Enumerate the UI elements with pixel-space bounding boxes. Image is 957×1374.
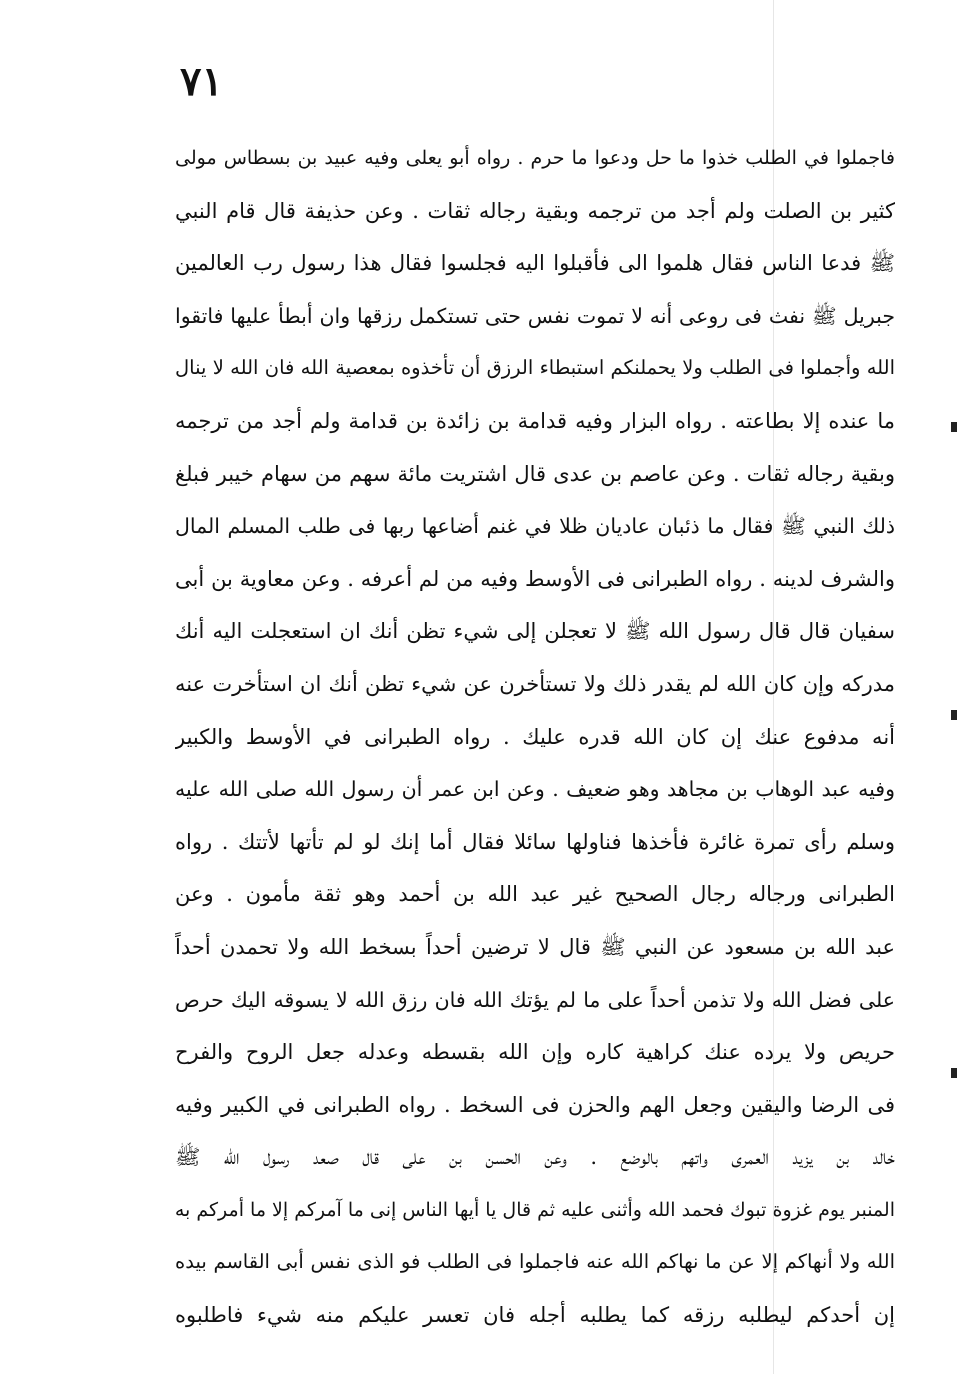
text-line: حريص ولا يرده عنك كراهية كاره وإن الله بقسطه وعدله جعل الروح والفرح [175, 1040, 895, 1065]
edge-mark [951, 422, 957, 432]
text-line: ﷺ فدعا الناس فقال هلموا الى فأقبلوا اليه فجلسوا فقال هذا رسول رب العالمين [175, 251, 895, 276]
text-line: عبد الله بن مسعود عن النبي ﷺ قال لا ترضين أحداً بسخط الله ولا تحمدن أحداً [175, 934, 895, 959]
text-line: خالد بن يزيد العمرى واتهم بالوضع . وعن الحسن بن على قال صعد رسول الله ﷺ [175, 1145, 895, 1170]
edge-mark [951, 1068, 957, 1078]
text-line: والشرف لدينه . رواه الطبرانى فى الأوسط وفيه من لم أعرفه . وعن معاوية بن أبى [175, 566, 895, 591]
text-line: المنبر يوم غزوة تبوك فحمد الله وأثنى عليه ثم قال يا أيها الناس إنى ما آمركم إلا ما أمركم به [175, 1198, 895, 1221]
text-line: الله وأجملوا فى الطلب ولا يحملنكم استبطاء الرزق أن تأخذوه بمعصية الله فان الله لا ينال [175, 356, 895, 380]
text-line: مدركه وإن كان الله لم يقدر ذلك ولا تستأخرن عن شيء تظن أنك ان استأخرت عنه [175, 671, 895, 696]
text-line: الطبرانى ورجاله رجال الصحيح غير عبد الله بن أحمد وهو ثقة مأمون . وعن [175, 882, 895, 907]
text-line: فى الرضا واليقين وجعل الهم والحزن فى السخط . رواه الطبرانى في الكبير وفيه [175, 1092, 895, 1117]
text-line: وفيه عبد الوهاب بن مجاهد وهو ضعيف . وعن ابن عمر أن رسول الله صلى الله عليه [175, 777, 895, 802]
edge-mark [951, 710, 957, 720]
text-line: ما عنده إلا بطاعته . رواه البزار وفيه قدامة بن زائدة بن قدامة ولم أجد من ترجمه [175, 408, 895, 433]
text-line: وبقية رجاله ثقات . وعن عاصم بن عدى قال اشتريت مائة سهم من سهام خيبر فبلغ [175, 461, 895, 486]
text-line: وسلم رأى تمرة غائرة فأخذها فناولها سائلا فقال أما إنك لو لم تأتها لأتتك . رواه [175, 829, 895, 854]
text-line: جبريل ﷺ نفث فى روعى أنه لا تموت نفس حتى تستكمل رزقها وان أبطأ عليها فاتقوا [175, 303, 895, 328]
page-number: ٧١ [180, 58, 223, 105]
text-line: إن أحدكم ليطلبه رزقه كما يطلبه أجله فان تعسر عليكم منه شيء فاطلبوه [175, 1303, 895, 1328]
text-line: ذلك النبي ﷺ فقال ما ذئبان عاديان ظلا في غنم أضاعها ربها فى طلب المسلم المال [175, 514, 895, 539]
body-text [175, 132, 895, 1342]
text-line: على فضل الله ولا تذمن أحداً على ما لم يؤتك الله فان رزق الله لا يسوقه اليك حرص [175, 987, 895, 1012]
text-line: سفيان قال قال رسول الله ﷺ لا تعجلن إلى شيء تظن أنك ان استعجلت اليه أنك [175, 619, 895, 644]
text-line: الله ولا أنهاكم إلا عن ما نهاكم الله عنه فاجملوا فى الطلب فو الذى نفس أبى القاسم بيده [175, 1250, 895, 1274]
text-line: كثير بن الصلت ولم أجد من ترجمه وبقية رجاله ثقات . وعن حذيفة قال قام النبي [175, 198, 895, 223]
text-line: أنه مدفوع عنك إن كان الله قدره عليك . رواه الطبرانى في الأوسط والكبير [175, 724, 895, 749]
text-line: فاجملوا في الطلب خذوا ما حل ودعوا ما حرم . رواه أبو يعلى وفيه عبيد بن بسطاس مولى [175, 147, 895, 169]
